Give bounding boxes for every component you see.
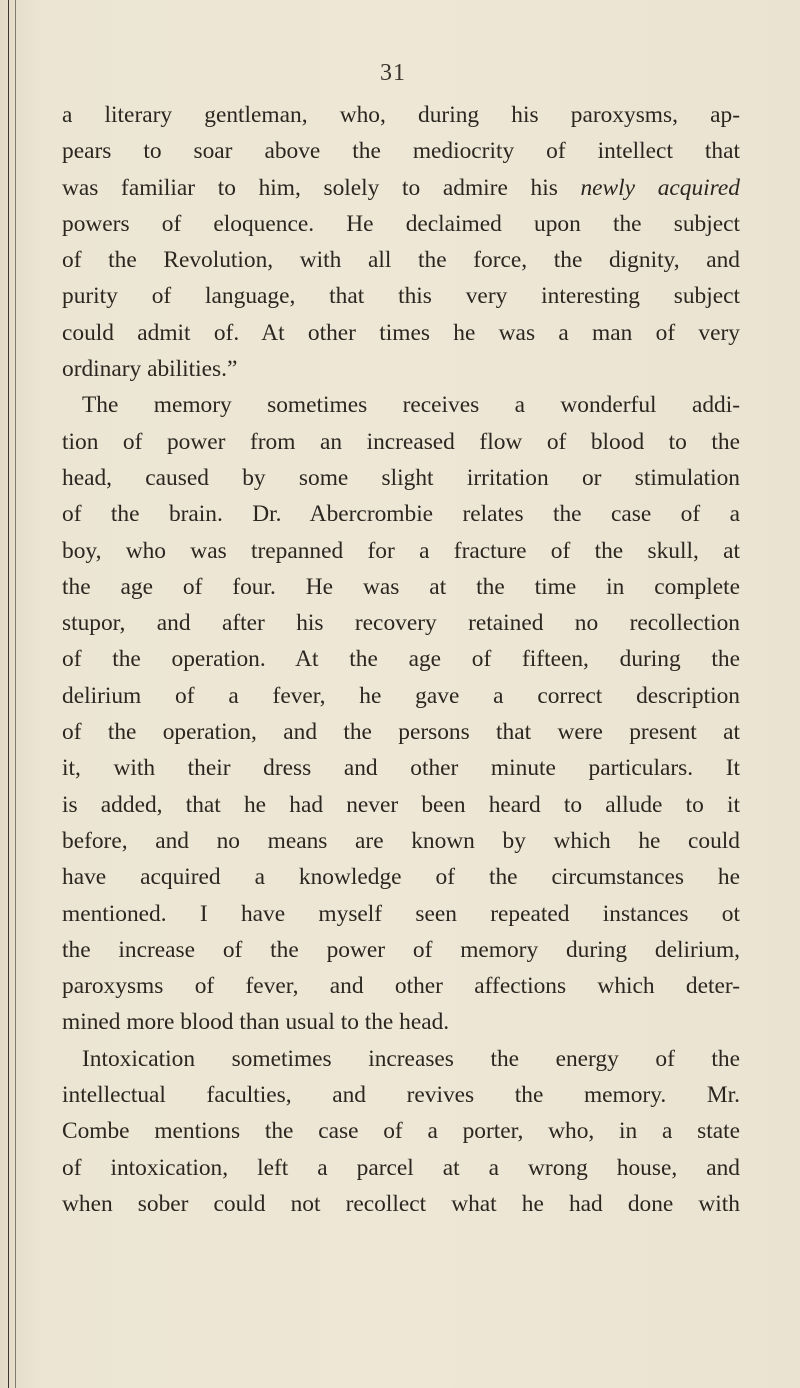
italic-phrase: newly acquired [580,174,740,201]
text-line: the increase of the power of memory during delirium, [62,936,740,963]
text-line: ordinary abilities.” [62,356,238,383]
text-line: before, and no means are known by which he could [62,827,740,854]
text-line: powers of eloquence. He declaimed upon the subject [62,210,740,237]
text-line: a literary gentleman, who, during his paroxysms, ap- [62,102,740,128]
text-line: head, caused by some slight irritation or stimulation [62,464,740,491]
page-number: 31 [380,60,406,86]
text-line-paragraph-start: Intoxication sometimes increases the energy of the [82,1045,740,1072]
text-line: purity of language, that this very interesting subject [62,283,740,310]
binding-edge-line [8,0,9,1388]
text-line-paragraph-start: The memory sometimes receives a wonderful addi- [82,392,740,419]
text-line [62,170,740,206]
body-text [62,97,740,1222]
text-line: of the operation. At the age of fifteen, during the [62,646,740,673]
text-line: of the brain. Dr. Abercrombie relates the case of a [62,501,740,528]
text-line: Combe mentions the case of a porter, who, in a state [62,1118,740,1145]
text-line: the age of four. He was at the time in complete [62,573,740,600]
text-line: delirium of a fever, he gave a correct description [62,682,740,709]
text-line: it, with their dress and other minute particulars. It [62,755,740,782]
text-line: when sober could not recollect what he had done with [62,1190,740,1217]
text-line: paroxysms of fever, and other affections which deter- [62,973,740,1000]
text-line: tion of power from an increased flow of blood to the [62,428,740,455]
text-span: was familiar to him, solely to admire his [62,174,581,201]
text-line: boy, who was trepanned for a fracture of the skull, at [62,537,740,564]
text-line: have acquired a knowledge of the circumstances he [62,864,740,891]
text-line: of intoxication, left a parcel at a wrong house, and [62,1154,740,1181]
text-line: of the Revolution, with all the force, the dignity, and [62,247,740,274]
text-line: pears to soar above the mediocrity of intellect that [62,138,740,165]
text-line: stupor, and after his recovery retained no recollection [62,610,740,637]
text-line: mentioned. I have myself seen repeated instances ot [62,900,740,927]
text-line: is added, that he had never been heard to allude to it [62,791,740,818]
text-line: mined more blood than usual to the head. [62,1009,450,1036]
text-line: could admit of. At other times he was a man of very [62,319,740,346]
text-line: of the operation, and the persons that were present at [62,719,740,746]
text-line: intellectual faculties, and revives the memory. Mr. [62,1082,740,1109]
binding-edge-shadow [15,0,16,1388]
